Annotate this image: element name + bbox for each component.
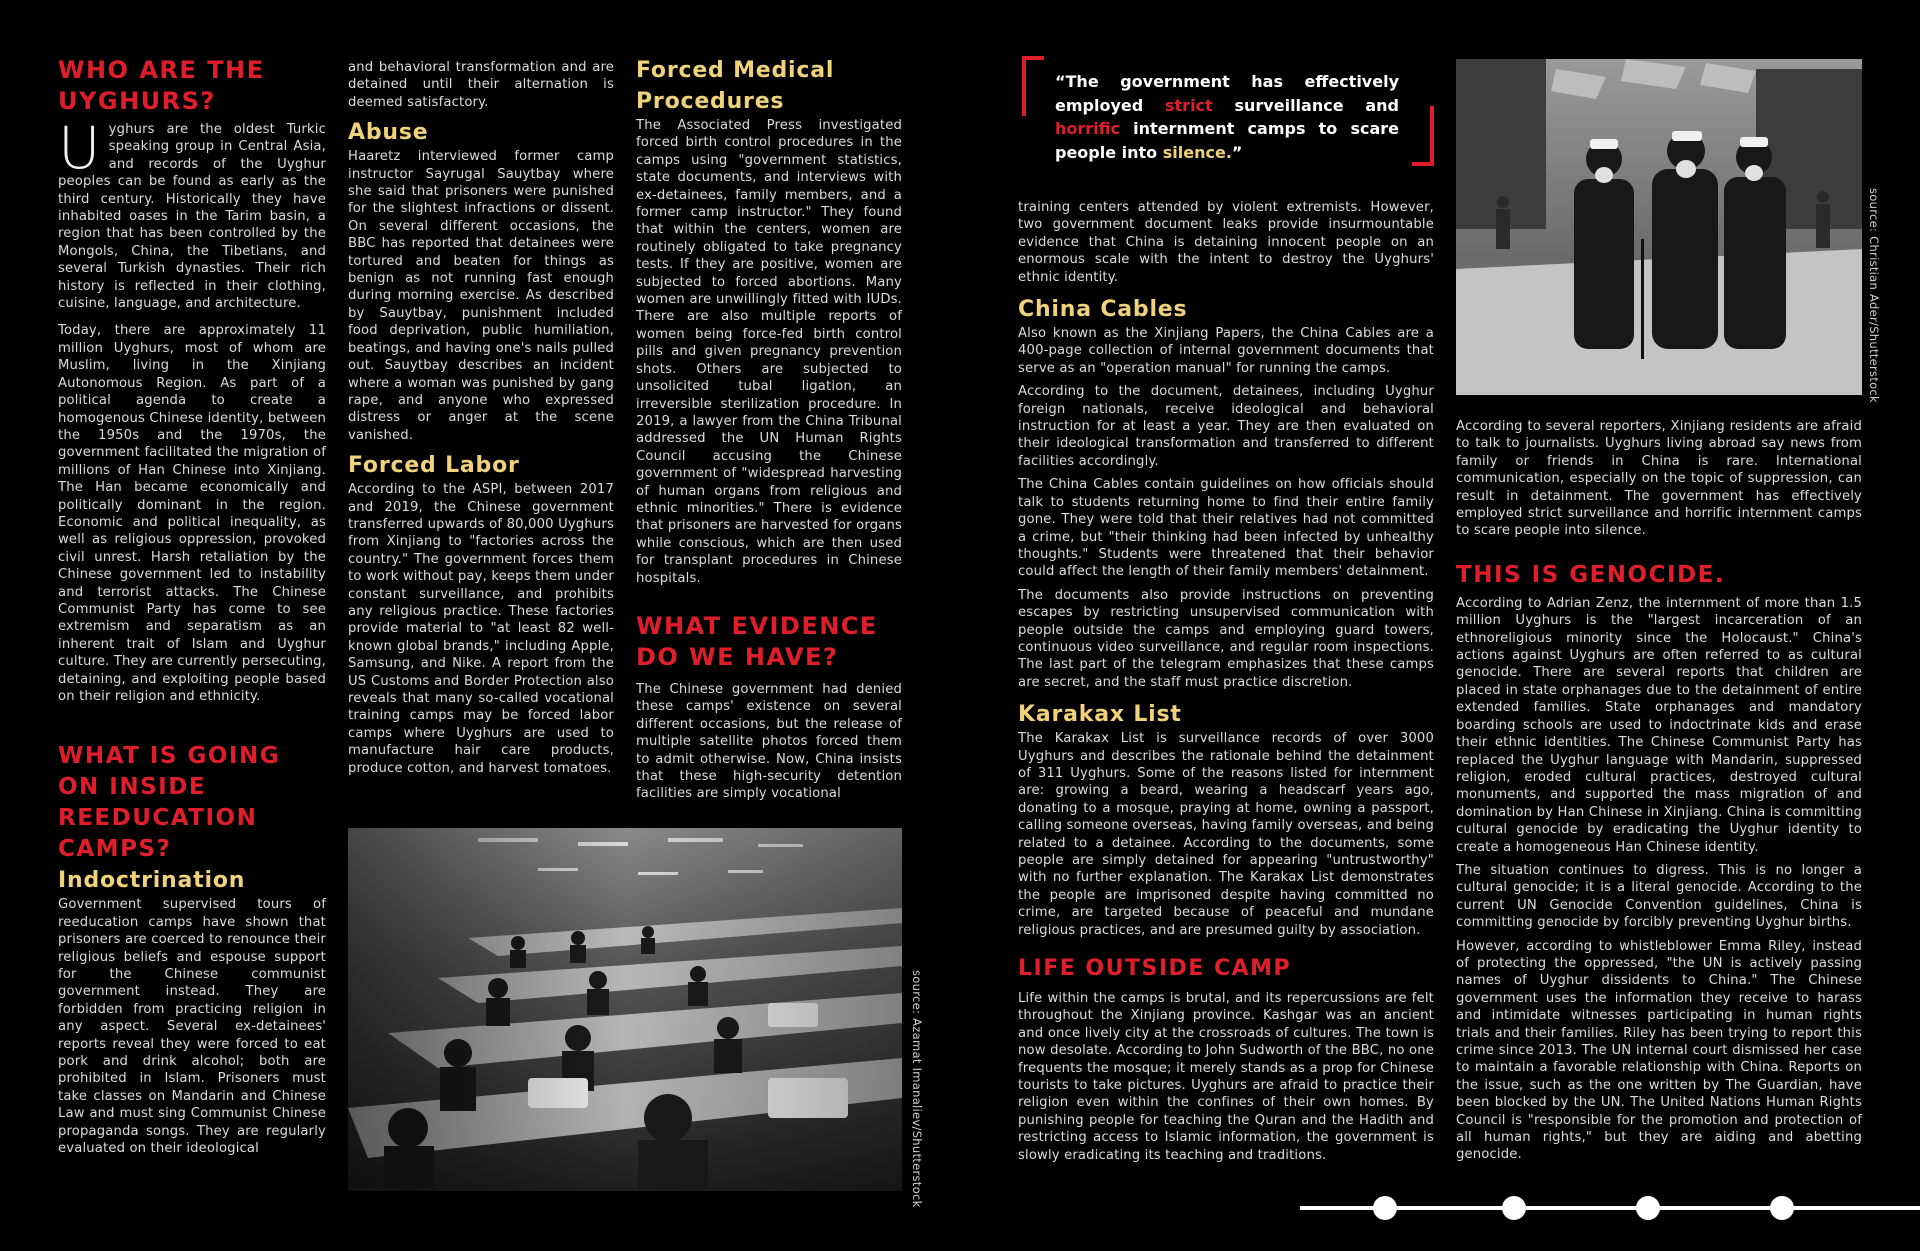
china-cables-paragraph-2: According to the document, detainees, including Uyghur foreign nationals, receive ideological and behavioral instruction for at least a year. They are then evaluated on their ideological transformation and transferred to different facilities accordingly. <box>1018 384 1434 469</box>
evidence-paragraph: The Chinese government had denied these camps' existence on several different occasions, but the release of multiple satellite photos forced them to admit otherwise. Now, China insists that these high-security detention facilities are simply vocational <box>636 681 902 802</box>
evidence-continuation-paragraph: training centers attended by violent extremists. However, two government document leaks provide insurmountable evidence that China is detaining innocent people on an enormous scale with the intent to destroy the Uyghurs' ethnic identity. <box>1018 200 1434 285</box>
subheading-abuse: Abuse <box>348 120 429 146</box>
quote-text-4: ” <box>1231 142 1243 162</box>
subheading-forced-medical: Forced Medical Procedures <box>636 58 835 114</box>
china-cables-paragraph-3: The China Cables contain guidelines on how officials should talk to students returning home to find their entire family gone. They were told that their relatives had not committed a crime, but "their thinking had been infected by unhealthy thoughts." Students were threatened that their behavior could affect the length of their family members' detainment. <box>1018 477 1434 580</box>
subheading-karakax-list: Karakax List <box>1018 702 1182 728</box>
quote-bracket-top-left <box>1022 56 1044 116</box>
column-3 <box>636 55 902 809</box>
heading-who-are-uyghurs: WHO ARE THE UYGHURS? <box>58 56 265 115</box>
karakax-list-paragraph: The Karakax List is surveillance records of over 3000 Uyghurs and describes the rationale behind the detainment of 311 Uyghurs. Some of the reasons listed for internment are: growing a beard, wearing a headscarf years ago, donating to a mosque, praying at home, owning a passport, calling someone overseas, having family overseas, and being related to a detainee. According to the documents, some people are simply detained for appearing "untrustworthy" with no further explanation. The Karakax List demonstrates the people are imprisoned despite having committed no crime, are targeted because of peaceful and mundane religious practices, and are presumed guilty by association. <box>1018 731 1434 938</box>
genocide-paragraph-3: However, according to whistleblower Emma Riley, instead of protecting the oppressed, "the UN is actively passing names of Uyghur dissidents to China." The Chinese government uses the information they receive to harass and intimidate witnesses participating in human rights trials and their families. Riley has been trying to report this crime since 2013. The UN internal court dismissed her case to maintain a favorable relationship with China. Reports on the issue, such as the one written by The Guardian, have been blocked by the UN. The United Nations Human Rights Council is "responsible for the promotion and protection of all human rights," but they are aiding and abetting genocide. <box>1456 938 1862 1163</box>
reporters-paragraph: According to several reporters, Xinjiang residents are afraid to talk to journalists. Uyghurs living abroad say news from family or friends in China is rare. International communication, especially on the topic of suppression, can result in detainment. The government has effectively employed strict surveillance and horrific internment camps to scare people into silence. <box>1456 419 1862 539</box>
abuse-paragraph: Haaretz interviewed former camp instructor Sayrugal Sauytbay where she said that prisoners were punished for the slightest infractions or dissent. On several different occasions, the BBC has reported that detainees were tortured and beaten for things as benign as not running fast enough during morning exercise. As described by Sauytbay, punishment included food deprivation, public humiliation, beatings, and having one's nails pulled out. Sauytbay describes an incident where a woman was punished by gang rape, and anyone who expressed distress or anger at the scene vanished. <box>348 149 614 443</box>
genocide-paragraph-1: According to Adrian Zenz, the internment of more than 1.5 million Uyghurs is the "largest incarceration of an ethnoreligious minority since the Holocaust." China's actions against Uyghurs are often referred to as cultural genocide. There are several reports that children are placed in state orphanages due to the detainment of entire extended families. State orphanages and mandatory boarding schools are used to indoctrinate kids and erase their ethnic identities. The Chinese Communist Party has replaced the Uyghur language with Mandarin, suppressed religion, eroded cultural practices, destroyed cultural monuments, and supported the mass migration of and domination by Han Chinese in Xinjiang. China is committing cultural genocide by eradicating the Uyghur identity to create a homogeneous Han Chinese identity. <box>1456 595 1862 855</box>
quote-highlight-silence: silence. <box>1162 142 1232 162</box>
factory-photo-image <box>348 828 902 1191</box>
timeline-dot-4 <box>1770 1196 1794 1220</box>
heading-life-outside-camp: LIFE OUTSIDE CAMP <box>1018 956 1292 982</box>
intro-text: yghurs are the oldest Turkic speaking group in Central Asia, and records of the Uyghur peoples can be found as early as the third century. Historically they have inhabited oases in the Tarim basin, a region that has been controlled by the Mongols, China, the Tibetians, and several Turkish dynasties. Their rich history is reflected in their clothing, cuisine, language, and architecture. <box>58 122 326 312</box>
quote-text-2: surveillance and <box>1212 95 1399 115</box>
forced-medical-paragraph: The Associated Press investigated forced birth control procedures in the camps using "government statistics, state documents, and interviews with ex-detainees, family members, and a former camp instructor." They found that within the centers, women are routinely obligated to take pregnancy tests. If they are positive, women are subjected to forced abortions. Many women are unwillingly fitted with IUDs. There are also multiple reports of women being force-fed birth control pills and given pregnancy prevention shots. Others are subjected to unsolicited tubal ligation, an irreversible sterilization procedure. In 2019, a lawyer from the China Tribunal addressed the UN Human Rights Council accusing the Chinese government of "widespread harvesting of human organs from religious and ethnic minorities." There is evidence that prisoners are harvested for organs while conscious, which are then used for transplant procedures in Chinese hospitals. <box>636 118 902 586</box>
column-1 <box>58 55 326 1164</box>
column-5 <box>1456 418 1862 1170</box>
quote-text-1: “The government has effectively employed <box>1055 72 1399 115</box>
pull-quote <box>1055 70 1399 164</box>
china-cables-paragraph-1: Also known as the Xinjiang Papers, the China Cables are a 400-page collection of internal government documents that serve as an "operation manual" for running the camps. <box>1018 326 1434 376</box>
dropcap-letter: U <box>58 114 101 182</box>
uyghur-elders-photo <box>1456 59 1862 395</box>
genocide-paragraph-2: The situation continues to digress. This is no longer a cultural genocide; it is a literal genocide. According to the current UN Genocide Convention guidelines, China is committing genocide by forcibly preventing Uyghur births. <box>1456 862 1862 931</box>
column-4 <box>1018 199 1434 1170</box>
heading-what-evidence: WHAT EVIDENCE DO WE HAVE? <box>636 611 878 671</box>
subheading-indoctrination: Indoctrination <box>58 868 246 894</box>
quote-bracket-bottom-right <box>1412 106 1434 166</box>
continuation-paragraph: and behavioral transformation and are detained until their alternation is deemed satisfactory. <box>348 60 614 110</box>
factory-workers-photo <box>348 828 902 1191</box>
intro-paragraph <box>58 114 326 312</box>
subheading-forced-labor: Forced Labor <box>348 453 520 479</box>
factory-photo-credit: source: Azamat Imanaliev/Shutterstock <box>910 970 924 1208</box>
elders-photo-image <box>1456 59 1862 395</box>
timeline-dot-2 <box>1502 1196 1526 1220</box>
subheading-china-cables: China Cables <box>1018 297 1188 323</box>
quote-highlight-horrific: horrific <box>1055 119 1120 138</box>
indoctrination-paragraph: Government supervised tours of reeducation camps have shown that prisoners are coerced to renounce their religious beliefs and espouse support for the Chinese communist government instead. They are forbidden from practicing religion in any aspect. Several ex-detainees' reports reveal they were forced to eat pork and drink alcohol; both are prohibited in Islam. Prisoners must take classes on Mandarin and Chinese Law and must sing Communist Chinese propaganda songs. They are regularly evaluated on their ideological <box>58 897 326 1157</box>
life-outside-camp-paragraph: Life within the camps is brutal, and its repercussions are felt throughout the Xinjiang province. Kashgar was an ancient and once lively city at the crossroads of cultures. The town is now desolate. According to John Sudworth of the BBC, no one frequents the mosque; it merely stands as a prop for Chinese tourists to take pictures. Uyghurs are afraid to practice their religion even within the confines of their own homes. By punishing people for teaching the Quran and the Hadith and restricting access to Islamic information, the government is slowly eradicating its teaching and traditions. <box>1018 991 1434 1163</box>
timeline-dot-3 <box>1636 1196 1660 1220</box>
today-paragraph: Today, there are approximately 11 million Uyghurs, most of whom are Muslim, living in the Xinjiang Autonomous Region. As part of a political agenda to create a homogenous Chinese identity, between the 1950s and the 1970s, the government facilitated the migration of millions of Han Chinese into Xinjiang. The Han became economically and politically dominant in the region. Economic and political inequality, as well as religious oppression, provoked civil unrest. Harsh retaliation by the Chinese government led to instability and terrorist attacks. The Chinese Communist Party has come to see extremism and separatism as an inherent trait of Islam and Uyghur culture. They are currently persecuting, detaining, and exploiting people based on their religion and ethnicity. <box>58 323 326 704</box>
heading-inside-camps: WHAT IS GOING ON INSIDE REEDUCATION CAMPS? <box>58 743 281 863</box>
quote-text-3: internment camps to scare people into <box>1055 119 1399 162</box>
heading-this-is-genocide: THIS IS GENOCIDE. <box>1456 561 1726 588</box>
timeline-dot-1 <box>1373 1196 1397 1220</box>
elders-photo-credit: source: Christian Ader/Shutterstock <box>1867 188 1881 404</box>
china-cables-paragraph-4: The documents also provide instructions on preventing escapes by restricting unsupervised communication with people outside the camps and employing guard towers, continuous video surveillance, and regular room inspections. The last part of the telegram emphasizes that these camps are secret, and the staff must practice discretion. <box>1018 587 1434 690</box>
forced-labor-paragraph: According to the ASPI, between 2017 and 2019, the Chinese government transferred upwards of 80,000 Uyghurs from Xinjiang to "factories across the country." The government forces them to work without pay, keeps them under constant surveillance, and prohibits any religious practice. These factories provide material to "at least 82 well-known global brands," including Apple, Samsung, and Nike. A report from the US Customs and Border Protection also reveals that many so-called vocational training camps may be forced labor camps where Uyghurs are used to manufacture hair care products, produce cotton, and harvest tomatoes. <box>348 482 614 776</box>
column-2 <box>348 59 614 783</box>
quote-highlight-strict: strict <box>1165 95 1213 115</box>
